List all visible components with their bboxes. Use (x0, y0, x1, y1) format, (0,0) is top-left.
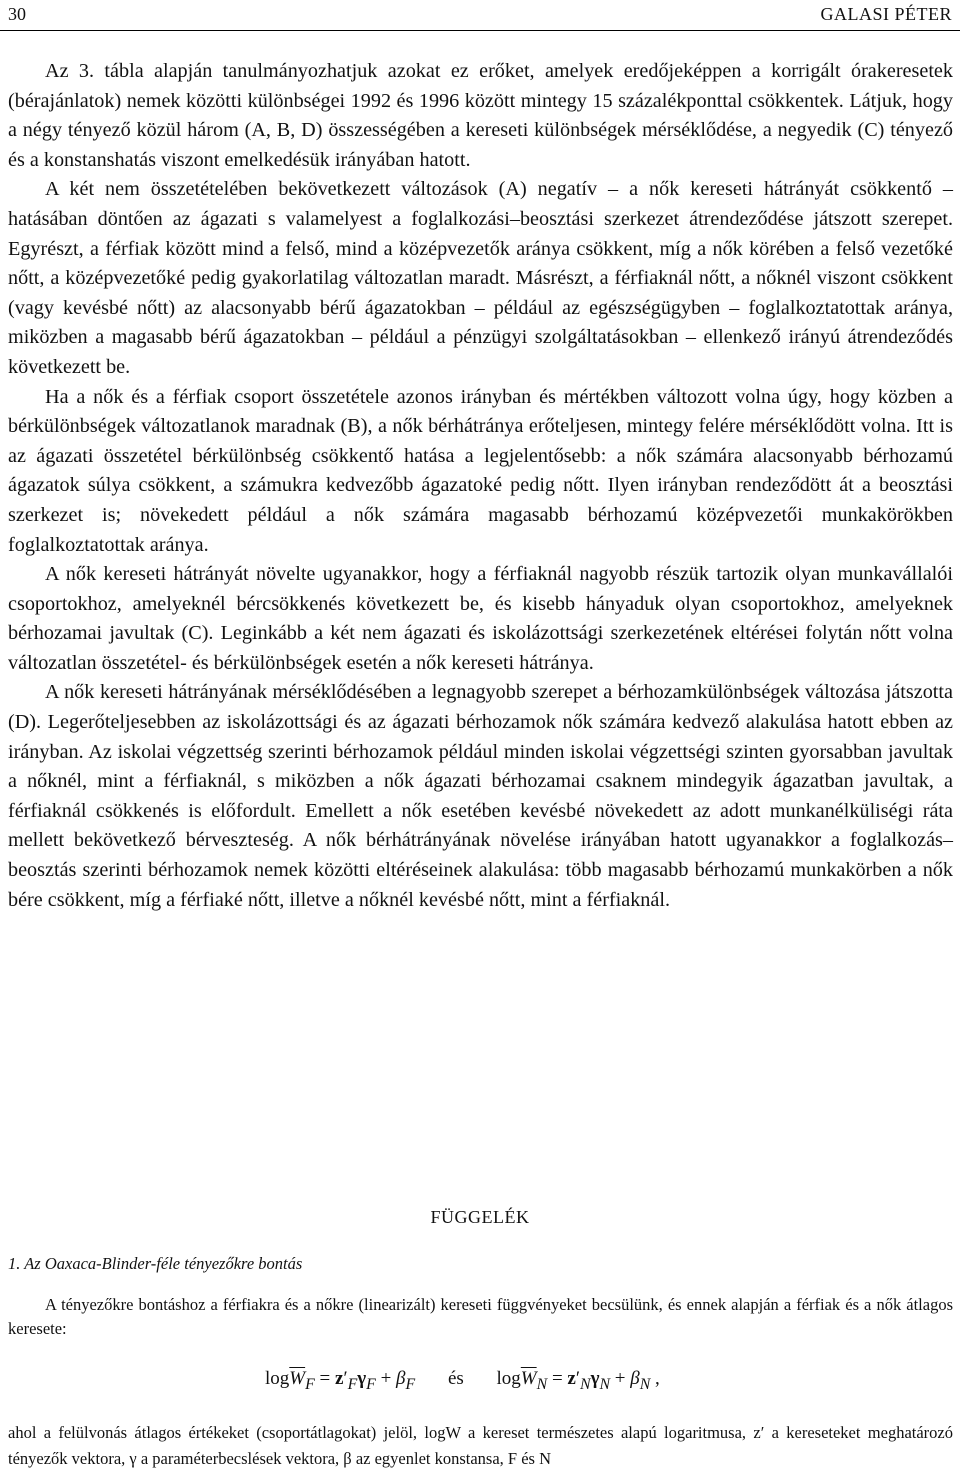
paragraph: A két nem összetételében bekövetkezett változások (A) negatív – a nők kereseti hátrányát csökkentő – hatásában döntően az ágazati s valamelyest a foglalkozási–beosztási szerkezet átrendeződése játszott szerepet. Egyrészt, a férfiak között mind a felső, mind a középvezetők aránya csökkent, míg a nők körében a felső vezetőké nőtt, a középvezetőké pedig gyakorlatilag változatlan maradt. Másrészt, a férfiaknál nőtt, a nőknél viszont csökkent (vagy kevésbé nőtt) az alacsonyabb bérű ágazatokban – például az egészségügyben – foglalkoztatottak aránya, miközben a magasabb bérű ágazatokban – például a pénzügyi szolgáltatásokban – ellenkező irányú átrendeződés következett be. (8, 178, 953, 378)
running-head: GALASI PÉTER (820, 4, 952, 24)
appendix-intro: A tényezőkre bontáshoz a férfiakra és a nőkre (linearizált) kereseti függvényeket becsülünk, és ennek alapján a férfiak és a nők átlagos keresete: (8, 1295, 953, 1338)
appendix-after-equation: ahol a felülvonás átlagos értékeket (csoportátlagokat) jelöl, logW a kereset természetes alapú logaritmusa, z′ a kereseteket meghatározó tényezők vektora, γ a paraméterbecslések vektora, β az egyenlet konstansa, F és N (8, 1423, 953, 1468)
page-header (0, 0, 960, 31)
appendix-title: FÜGGELÉK (430, 1207, 530, 1227)
page-number: 30 (8, 4, 26, 24)
body-text (8, 57, 953, 915)
paragraph: A nők kereseti hátrányát növelte ugyanakkor, hogy a férfiaknál nagyobb részük tartozik olyan munkavállalói csoportokhoz, amelyeknél bércsökkenés következett be, és kisebb hányaduk olyan csoportokhoz, amelyeknek bérhozamai javultak (C). Leginkább a két nem ágazati és iskolázottsági szerkezetének eltérései folytán nőtt volna változatlan összetétel- és bérkülönbségek esetén a nők kereseti hátránya. (8, 563, 953, 674)
paragraph: A nők kereseti hátrányának mérséklődésében a legnagyobb szerepet a bérhozamkülönbségek változása játszotta (D). Legerőteljesebben az iskolázottsági és az ágazati bérhozamok nők számára kedvező alakulása hatott ebben az irányban. Az iskolai végzettség szerinti bérhozamok például minden iskolai végzettségi szinten gyorsabban javultak a nőknél, mint a férfiaknál, s miközben a nők ágazati bérhozamai csaknem mindegyik ágazatban javultak, a férfiaknál csökkenés is előfordult. Emellett a nők esetében kevésbé növekedett az adott munkanélküliségi ráta mellett bekövetkező bérveszteség. A nők bérhátrányának növelése irányában hatott ugyanakkor a foglalkozás–beosztás szerinti bérhozamok nemek közötti eltéréseinek alakulása: több magasabb bérhozamú munkakörben a nők bére csökkent, míg a férfiaké nőtt, illetve a nőknél kevésbé nőtt, mint a férfiaknál. (8, 681, 953, 911)
equation-conjunction: és (447, 1368, 464, 1389)
paragraph: Az 3. tábla alapján tanulmányozhatjuk azokat ez erőket, amelyek eredőjeképpen a korrigált órakeresetek (bérajánlatok) nemek közötti különbségei 1992 és 1996 között mintegy 15 százalékponttal csökkentek. Látjuk, hogy a négy tényező közül három (A, B, D) összességében a kereseti különbségek mérséklődése, a negyedik (C) tényező és a konstanshatás viszont emelkedésük irányában hatott. (8, 60, 953, 171)
appendix-subtitle: 1. Az Oaxaca-Blinder-féle tényezőkre bontás (8, 1254, 303, 1273)
paragraph: Ha a nők és a férfiak csoport összetétele azonos irányban és mértékben változott volna úgy, hogy közben a bérkülönbségek változatlanok maradnak (B), a nők bérhátránya erőteljesen, mintegy felére mérséklődött volna. Itt is az ágazati összetétel bérkülönbség csökkentő hatása a legjelentősebb: a nők számára alacsonyabb bérhozamú ágazatok súlya csökkent, a számukra kedvezőbb ágazatoké pedig nőtt. Ilyen irányban rendeződött át a beosztási szerkezet is; növekedett például a nők számára magasabb bérhozamú középvezetői munkakörökben foglalkoztatottak aránya. (8, 385, 953, 556)
equation: $\log\overline{W}_F = z'_F\gamma_F + \beta_F$ és $\log\overline{W}_N = z'_N\gamma_N + \beta_N$ , (265, 1368, 660, 1393)
